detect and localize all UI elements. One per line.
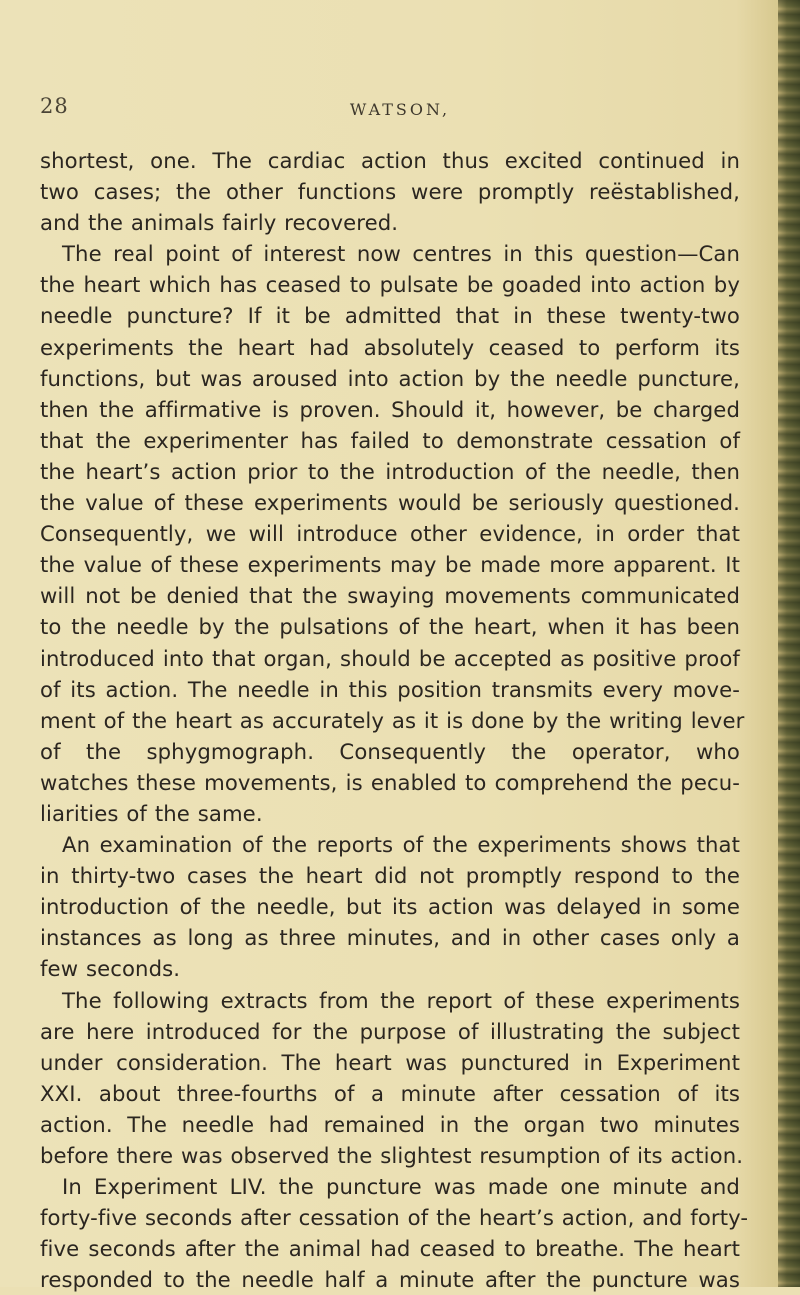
text-line: liarities of the same. (40, 800, 263, 826)
text-line: The real point of interest now centres in this question—Can (62, 241, 740, 267)
text-line: the heart which has ceased to pulsate be goaded into action by (40, 272, 740, 298)
text-line: the value of these experiments may be made more apparent. It (40, 552, 740, 578)
text-line: needle puncture? If it be admitted that in these twenty-two (40, 303, 740, 329)
text-line: five seconds after the animal had ceased to breathe. The heart (40, 1236, 740, 1262)
text-line: functions, but was aroused into action by the needle puncture, (40, 365, 740, 391)
text-line: few seconds. (40, 956, 181, 982)
text-line: of its action. The needle in this position transmits every move- (40, 676, 740, 702)
text-line: will not be denied that the swaying movements communicated (40, 583, 740, 609)
text-line: under consideration. The heart was punctured in Experiment (40, 1049, 740, 1075)
text-line: of the sphygmograph. Consequently the operator, who (40, 738, 740, 764)
text-line: in thirty-two cases the heart did not promptly respond to the (40, 863, 740, 889)
page-edge (778, 0, 800, 1287)
text-line: experiments the heart had absolutely ceased to perform its (40, 334, 740, 360)
text-line: the value of these experiments would be seriously questioned. (40, 490, 740, 516)
text-line: responded to the needle half a minute after the puncture was (40, 1267, 740, 1293)
text-line: that the experimenter has failed to demonstrate cessation of (40, 427, 740, 453)
body-text (40, 145, 749, 1295)
text-line: watches these movements, is enabled to comprehend the pecu- (40, 769, 740, 795)
text-line: the heart’s action prior to the introduction of the needle, then (40, 458, 740, 484)
text-line: In Experiment LIV. the puncture was made one minute and (62, 1174, 740, 1200)
text-line: shortest, one. The cardiac action thus excited continued in (40, 148, 740, 173)
text-line: introduction of the needle, but its action was delayed in some (40, 894, 740, 920)
text-line: are here introduced for the purpose of illustrating the subject (40, 1018, 740, 1044)
text-line: forty-five seconds after cessation of the heart’s action, and forty- (40, 1205, 749, 1231)
running-head: WATSON, (349, 100, 451, 119)
text-line: ment of the heart as accurately as it is done by the writing lever (40, 707, 745, 733)
text-line: two cases; the other functions were promptly reëstablished, (40, 179, 740, 205)
text-line: before there was observed the slightest resumption of its action. (40, 1143, 744, 1168)
text-line: Consequently, we will introduce other evidence, in order that (40, 521, 740, 547)
text-line: action. The needle had remained in the organ two minutes (40, 1111, 740, 1137)
text-line: and the animals fairly recovered. (40, 210, 399, 236)
text-line: to the needle by the pulsations of the heart, when it has been (40, 614, 740, 640)
page-number: 28 (40, 94, 69, 118)
text-line: The following extracts from the report of these experiments (62, 987, 740, 1013)
text-line: introduced into that organ, should be accepted as positive proof (40, 645, 740, 671)
text-line: XXI. about three-fourths of a minute after cessation of its (40, 1080, 740, 1106)
text-line: instances as long as three minutes, and in other cases only a (40, 925, 740, 951)
text-line: then the affirmative is proven. Should it, however, be charged (40, 396, 740, 422)
text-line: An examination of the reports of the experiments shows that (62, 832, 740, 858)
